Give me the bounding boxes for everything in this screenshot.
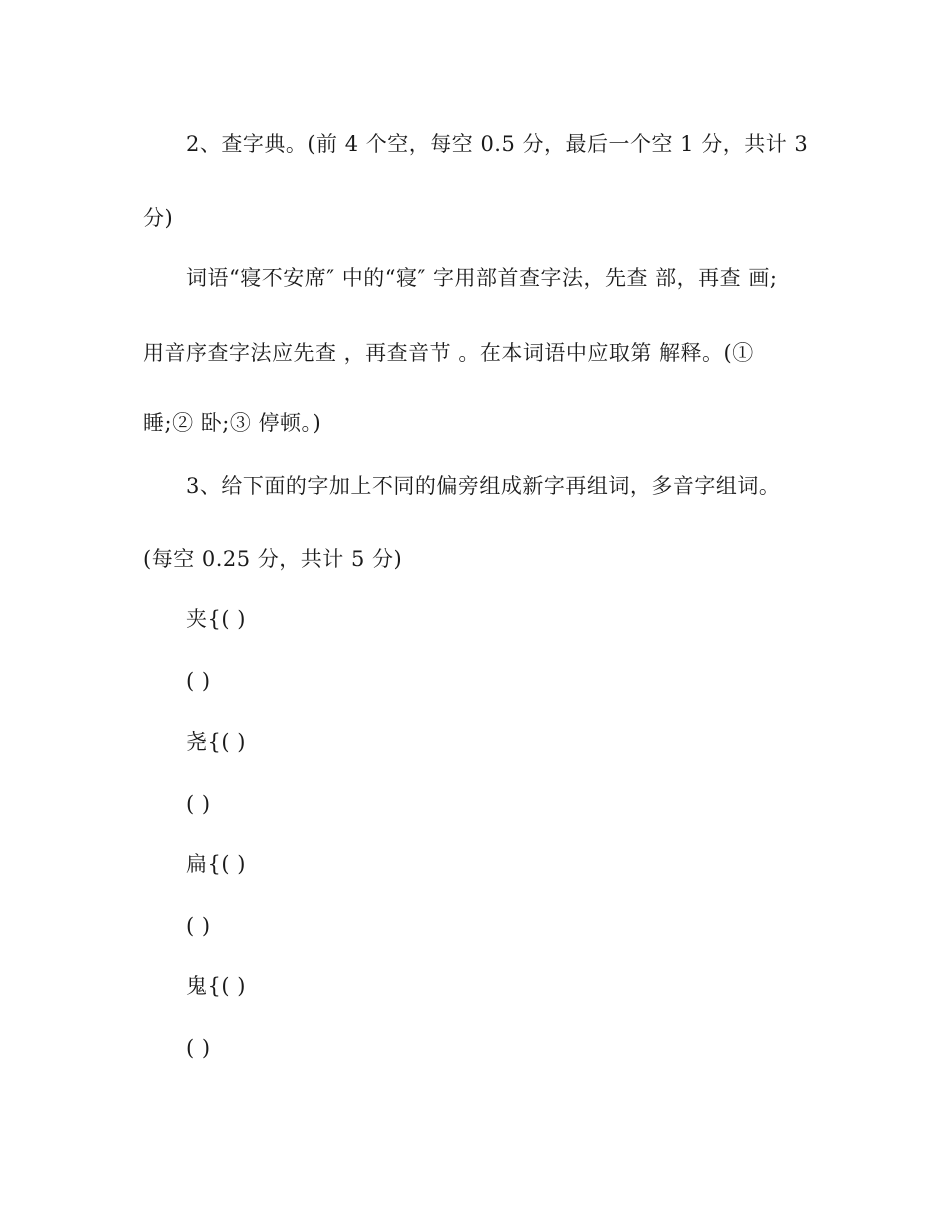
item-jia-first-blank: 夹{( ) xyxy=(186,607,246,631)
item-bian-second-blank: ( ) xyxy=(186,914,211,938)
question-2-heading: 2、查字典。(前 4 个空，每空 0.5 分，最后一个空 1 分，共计 3 xyxy=(186,132,809,156)
item-jia-second-blank: ( ) xyxy=(186,669,211,693)
item-bian-first-blank: 扁{( ) xyxy=(186,852,246,876)
item-gui-first-blank: 鬼{( ) xyxy=(186,974,246,998)
item-gui-second-blank: ( ) xyxy=(186,1036,211,1060)
question-2-text-line-2: 用音序查字法应先查 ，再查音节 。在本词语中应取第 解释。(① xyxy=(143,341,754,365)
question-2-text-line-1: 词语“寝不安席″ 中的“寝″ 字用部首查字法，先查 部，再查 画; xyxy=(186,266,778,290)
question-3-scoring: (每空 0.25 分，共计 5 分) xyxy=(143,547,403,571)
question-3-heading: 3、给下面的字加上不同的偏旁组成新字再组词，多音字组词。 xyxy=(186,474,781,498)
question-2-text-line-3: 睡;② 卧;③ 停顿。) xyxy=(143,411,322,435)
question-2-heading-continued: 分) xyxy=(143,206,174,230)
item-yao-first-blank: 尧{( ) xyxy=(186,730,246,754)
item-yao-second-blank: ( ) xyxy=(186,792,211,816)
